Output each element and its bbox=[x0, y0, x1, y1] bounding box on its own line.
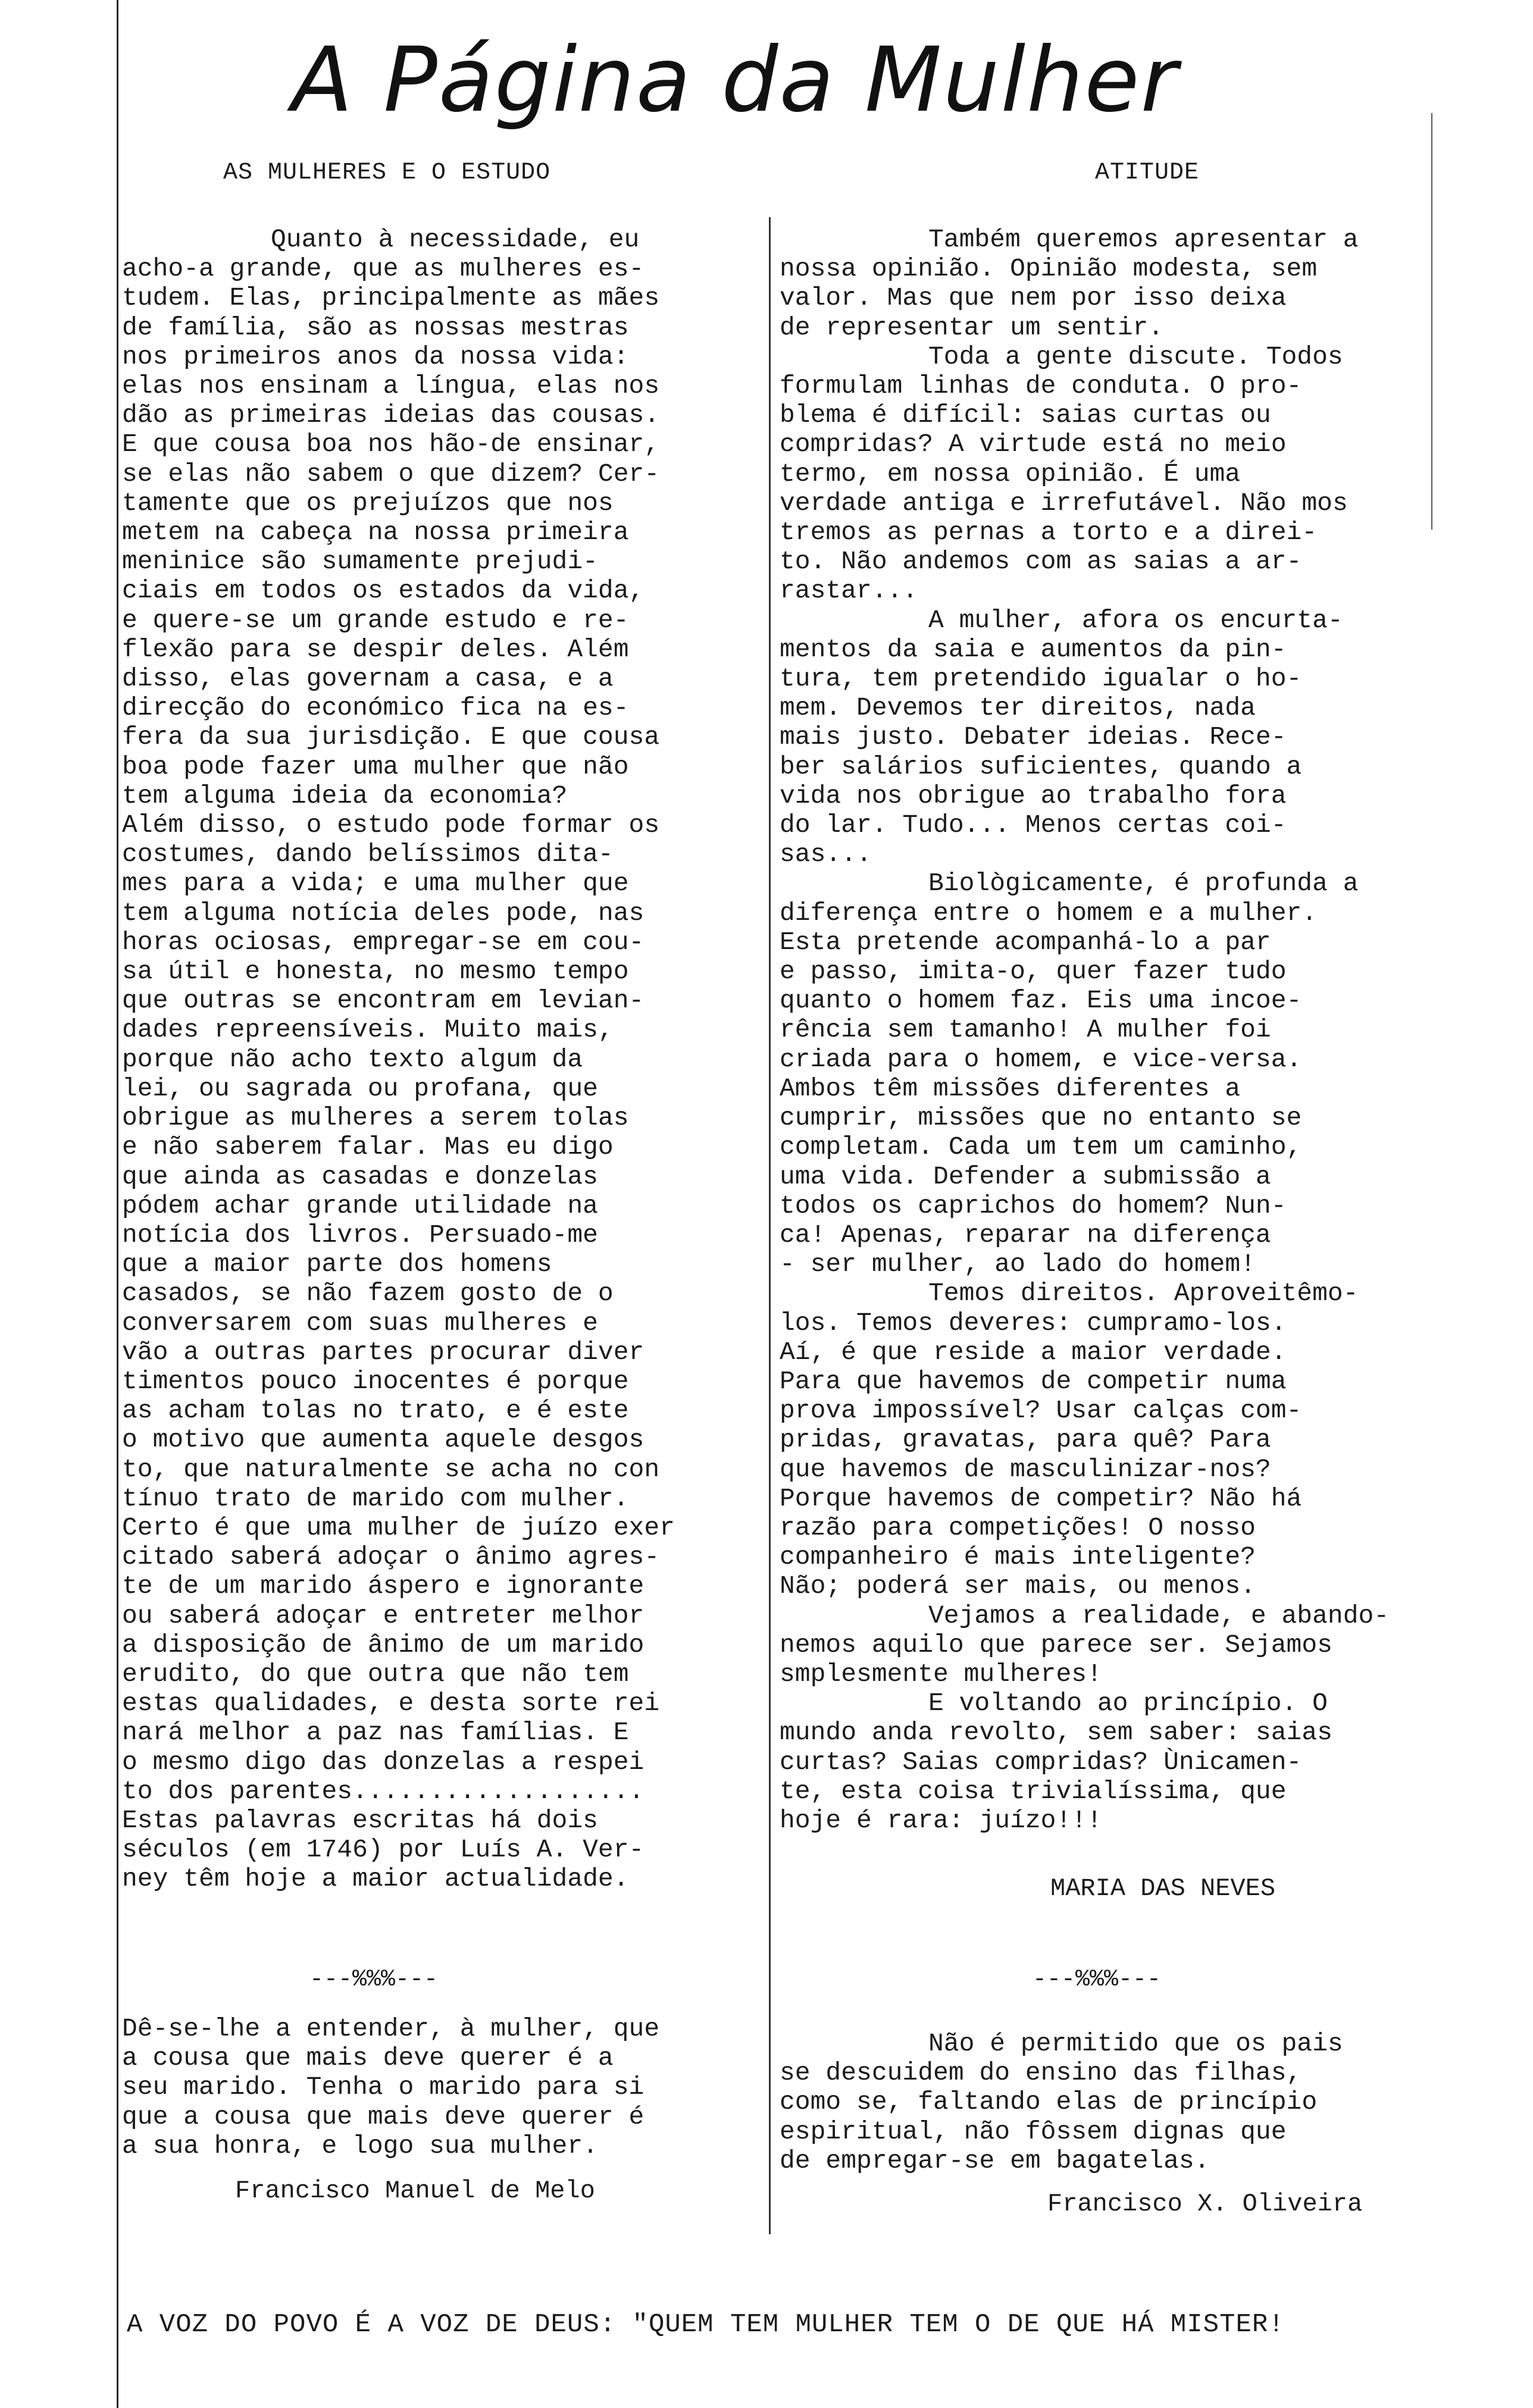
page-title: A Página da Mulher bbox=[292, 29, 1179, 132]
text-line: de família, são as nossas mestras bbox=[122, 312, 629, 342]
text-line: tem alguma notícia deles pode, nas bbox=[122, 898, 645, 928]
text-line: Temos direitos. Aproveitêmo- bbox=[928, 1279, 1359, 1308]
left-margin-rule bbox=[117, 0, 118, 2408]
text-line: notícia dos livros. Persuado-me bbox=[122, 1220, 598, 1250]
text-line: verdade antiga e irrefutável. Não mos bbox=[780, 488, 1348, 518]
text-line: conversarem com suas mulheres e bbox=[122, 1308, 598, 1338]
text-line: séculos (em 1746) por Luís A. Ver- bbox=[122, 1835, 645, 1865]
text-line: porque não acho texto algum da bbox=[122, 1044, 583, 1074]
text-line: diferença entre o homem e a mulher. bbox=[780, 898, 1318, 928]
left-separator: ---%%%--- bbox=[309, 1967, 439, 1993]
text-line: tem alguma ideia da economia? bbox=[122, 781, 568, 810]
text-line: o motivo que aumenta aquele desgos bbox=[122, 1425, 645, 1455]
text-line: te, esta coisa trivialíssima, que bbox=[780, 1776, 1287, 1806]
right-quote-text bbox=[780, 2029, 1428, 2175]
text-line: ca! Apenas, reparar na diferença bbox=[780, 1220, 1271, 1250]
text-line: obrigue as mulheres a serem tolas bbox=[122, 1103, 629, 1133]
text-line: as acham tolas no trato, e é este bbox=[122, 1396, 629, 1426]
text-line: to. Não andemos com as saias a ar- bbox=[780, 547, 1302, 577]
text-line: citado saberá adoçar o ânimo agres- bbox=[122, 1542, 660, 1572]
text-line: Para que havemos de competir numa bbox=[780, 1366, 1287, 1396]
text-line: horas ociosas, empregar-se em cou- bbox=[122, 927, 645, 957]
text-line: Não; poderá ser mais, ou menos. bbox=[780, 1571, 1256, 1601]
text-line: Também queremos apresentar a bbox=[928, 225, 1359, 254]
text-line: o mesmo digo das donzelas a respei bbox=[122, 1747, 645, 1777]
text-line: nos primeiros anos da nossa vida: bbox=[122, 342, 629, 371]
text-line: ney têm hoje a maior actualidade. bbox=[122, 1864, 629, 1894]
right-article bbox=[780, 225, 1428, 1835]
text-line: vão a outras partes procurar diver bbox=[122, 1337, 645, 1367]
text-line: formulam linhas de conduta. O pro- bbox=[780, 371, 1302, 401]
right-article-text bbox=[780, 225, 1428, 1835]
right-article-heading: ATITUDE bbox=[1095, 159, 1200, 186]
text-line: hoje é rara: juízo!!! bbox=[780, 1805, 1102, 1835]
text-line: erudito, do que outra que não tem bbox=[122, 1659, 629, 1689]
text-line: los. Temos deveres: cumpramo-los. bbox=[780, 1308, 1287, 1338]
text-line: mes para a vida; e uma mulher que bbox=[122, 869, 629, 898]
text-line: smplesmente mulheres! bbox=[780, 1659, 1102, 1689]
text-line: boa pode fazer uma mulher que não bbox=[122, 751, 629, 781]
text-line: espiritual, não fôssem dignas que bbox=[780, 2116, 1287, 2146]
text-line: sa útil e honesta, no mesmo tempo bbox=[122, 957, 629, 987]
text-line: Além disso, o estudo pode formar os bbox=[122, 810, 660, 840]
left-quote bbox=[122, 2014, 768, 2160]
text-line: companheiro é mais inteligente? bbox=[780, 1542, 1256, 1572]
left-article-heading: AS MULHERES E O ESTUDO bbox=[223, 159, 551, 186]
text-line: Vejamos a realidade, e abando- bbox=[928, 1601, 1390, 1630]
text-line: de representar um sentir. bbox=[780, 312, 1164, 342]
text-line: - ser mulher, ao lado do homem! bbox=[780, 1250, 1256, 1279]
text-line: lei, ou sagrada ou profana, que bbox=[122, 1073, 598, 1103]
text-line: dão as primeiras ideias das cousas. bbox=[122, 400, 660, 430]
text-line: completam. Cada um tem um caminho, bbox=[780, 1132, 1302, 1162]
text-line: que havemos de masculinizar-nos? bbox=[780, 1454, 1271, 1484]
text-line: E que cousa boa nos hão-de ensinar, bbox=[122, 430, 660, 459]
text-line: quanto o homem faz. Eis uma incoe- bbox=[780, 986, 1302, 1016]
text-line: to, que naturalmente se acha no con bbox=[122, 1454, 660, 1484]
text-line: a sua honra, e logo sua mulher. bbox=[122, 2131, 598, 2160]
text-line: Certo é que uma mulher de juízo exer bbox=[122, 1513, 675, 1542]
text-line: tamente que os prejuízos que nos bbox=[122, 488, 614, 518]
text-line: nossa opinião. Opinião modesta, sem bbox=[780, 254, 1318, 284]
text-line: que ainda as casadas e donzelas bbox=[122, 1161, 598, 1191]
text-line: fera da sua jurisdição. E que cousa bbox=[122, 722, 660, 752]
text-line: termo, em nossa opinião. É uma bbox=[780, 459, 1241, 489]
text-line: Toda a gente discute. Todos bbox=[928, 342, 1343, 371]
text-line: do lar. Tudo... Menos certas coi- bbox=[780, 810, 1287, 840]
text-line: vida nos obrigue ao trabalho fora bbox=[780, 781, 1287, 810]
text-line: que a cousa que mais deve querer é bbox=[122, 2102, 645, 2131]
right-article-author: MARIA DAS NEVES bbox=[1050, 1874, 1276, 1903]
text-line: nará melhor a paz nas famílias. E bbox=[122, 1718, 629, 1748]
text-line: nemos aquilo que parece ser. Sejamos bbox=[780, 1630, 1332, 1659]
text-line: uma vida. Defender a submissão a bbox=[780, 1161, 1271, 1191]
text-line: Porque havemos de competir? Não há bbox=[780, 1483, 1302, 1513]
text-line: te de um marido áspero e ignorante bbox=[122, 1571, 645, 1601]
text-line: que a maior parte dos homens bbox=[122, 1250, 552, 1279]
text-line: se descuidem do ensino das filhas, bbox=[780, 2058, 1302, 2088]
text-line: timentos pouco inocentes é porque bbox=[122, 1366, 629, 1396]
text-line: meninice são sumamente prejudi- bbox=[122, 547, 598, 577]
text-line: Ambos têm missões diferentes a bbox=[780, 1073, 1241, 1103]
text-line: se elas não sabem o que dizem? Cer- bbox=[122, 459, 660, 489]
text-line: mem. Devemos ter direitos, nada bbox=[780, 693, 1256, 723]
text-line: mundo anda revolto, sem saber: saias bbox=[780, 1718, 1332, 1748]
right-quote bbox=[780, 2029, 1428, 2175]
text-line: costumes, dando belíssimos dita- bbox=[122, 840, 614, 869]
text-line: Estas palavras escritas há dois bbox=[122, 1805, 598, 1835]
right-margin-rule bbox=[1431, 113, 1432, 530]
text-line: ou saberá adoçar e entreter melhor bbox=[122, 1601, 645, 1630]
text-line: blema é difícil: saias curtas ou bbox=[780, 400, 1271, 430]
text-line: casados, se não fazem gosto de o bbox=[122, 1279, 614, 1308]
text-line: que outras se encontram em levian- bbox=[122, 986, 645, 1016]
text-line: pódem achar grande utilidade na bbox=[122, 1191, 598, 1220]
text-line: como se, faltando elas de princípio bbox=[780, 2087, 1318, 2117]
text-line: A mulher, afora os encurta- bbox=[928, 605, 1343, 635]
text-line: mentos da saia e aumentos da pin- bbox=[780, 634, 1287, 664]
left-quote-author: Francisco Manuel de Melo bbox=[235, 2177, 595, 2205]
left-article bbox=[122, 225, 768, 1894]
text-line: prova impossível? Usar calças com- bbox=[780, 1396, 1302, 1426]
text-line: tínuo trato de marido com mulher. bbox=[122, 1483, 629, 1513]
text-line: tudem. Elas, principalmente as mães bbox=[122, 283, 660, 313]
text-line: disso, elas governam a casa, e a bbox=[122, 664, 614, 694]
text-line: direcção do económico fica na es- bbox=[122, 693, 629, 723]
text-line: Aí, é que reside a maior verdade. bbox=[780, 1337, 1287, 1367]
right-quote-author: Francisco X. Oliveira bbox=[1047, 2190, 1363, 2218]
text-line: curtas? Saias compridas? Ùnicamen- bbox=[780, 1747, 1302, 1777]
text-line: e passo, imita-o, quer fazer tudo bbox=[780, 957, 1287, 987]
text-line: tura, tem pretendido igualar o ho- bbox=[780, 664, 1302, 694]
text-line: tremos as pernas a torto e a direi- bbox=[780, 518, 1318, 547]
text-line: de empregar-se em bagatelas. bbox=[780, 2146, 1210, 2175]
footer-proverb: A VOZ DO POVO É A VOZ DE DEUS: "QUEM TEM MULHER TEM O DE QUE HÁ MISTER! bbox=[127, 2310, 1285, 2340]
text-line: e não saberem falar. Mas eu digo bbox=[122, 1132, 614, 1162]
text-line: Esta pretende acompanhá-lo a par bbox=[780, 927, 1271, 957]
text-line: Biològicamente, é profunda a bbox=[928, 869, 1359, 898]
right-separator: ---%%%--- bbox=[1033, 1967, 1162, 1993]
text-line: a disposição de ânimo de um marido bbox=[122, 1630, 645, 1659]
text-line: dades repreensíveis. Muito mais, bbox=[122, 1015, 614, 1045]
text-line: mais justo. Debater ideias. Rece- bbox=[780, 722, 1287, 752]
text-line: Não é permitido que os pais bbox=[928, 2029, 1343, 2058]
text-line: elas nos ensinam a língua, elas nos bbox=[122, 371, 660, 401]
text-line: metem na cabeça na nossa primeira bbox=[122, 518, 629, 547]
left-article-text bbox=[122, 225, 768, 1894]
text-line: to dos parentes................... bbox=[122, 1776, 645, 1806]
column-divider bbox=[769, 217, 771, 2234]
left-quote-text bbox=[122, 2014, 768, 2160]
text-line: criada para o homem, e vice-versa. bbox=[780, 1044, 1302, 1074]
text-line: estas qualidades, e desta sorte rei bbox=[122, 1689, 660, 1718]
text-line: todos os caprichos do homem? Nun- bbox=[780, 1191, 1287, 1220]
text-line: rastar... bbox=[780, 576, 918, 606]
text-line: Quanto à necessidade, eu bbox=[271, 225, 640, 254]
text-line: Dê-se-lhe a entender, à mulher, que bbox=[122, 2014, 660, 2043]
text-line: cumprir, missões que no entanto se bbox=[780, 1103, 1302, 1133]
text-line: valor. Mas que nem por isso deixa bbox=[780, 283, 1287, 313]
text-line: razão para competições! O nosso bbox=[780, 1513, 1256, 1542]
text-line: ber salários suficientes, quando a bbox=[780, 751, 1302, 781]
text-line: seu marido. Tenha o marido para si bbox=[122, 2072, 645, 2102]
text-line: sas... bbox=[780, 840, 872, 869]
text-line: rência sem tamanho! A mulher foi bbox=[780, 1015, 1271, 1045]
text-line: ciais em todos os estados da vida, bbox=[122, 576, 645, 606]
text-line: e quere-se um grande estudo e re- bbox=[122, 605, 629, 635]
text-line: E voltando ao princípio. O bbox=[928, 1689, 1328, 1718]
text-line: flexão para se despir deles. Além bbox=[122, 634, 629, 664]
text-line: pridas, gravatas, para quê? Para bbox=[780, 1425, 1271, 1455]
text-line: compridas? A virtude está no meio bbox=[780, 430, 1287, 459]
text-line: acho-a grande, que as mulheres es- bbox=[122, 254, 645, 284]
text-line: a cousa que mais deve querer é a bbox=[122, 2043, 614, 2073]
